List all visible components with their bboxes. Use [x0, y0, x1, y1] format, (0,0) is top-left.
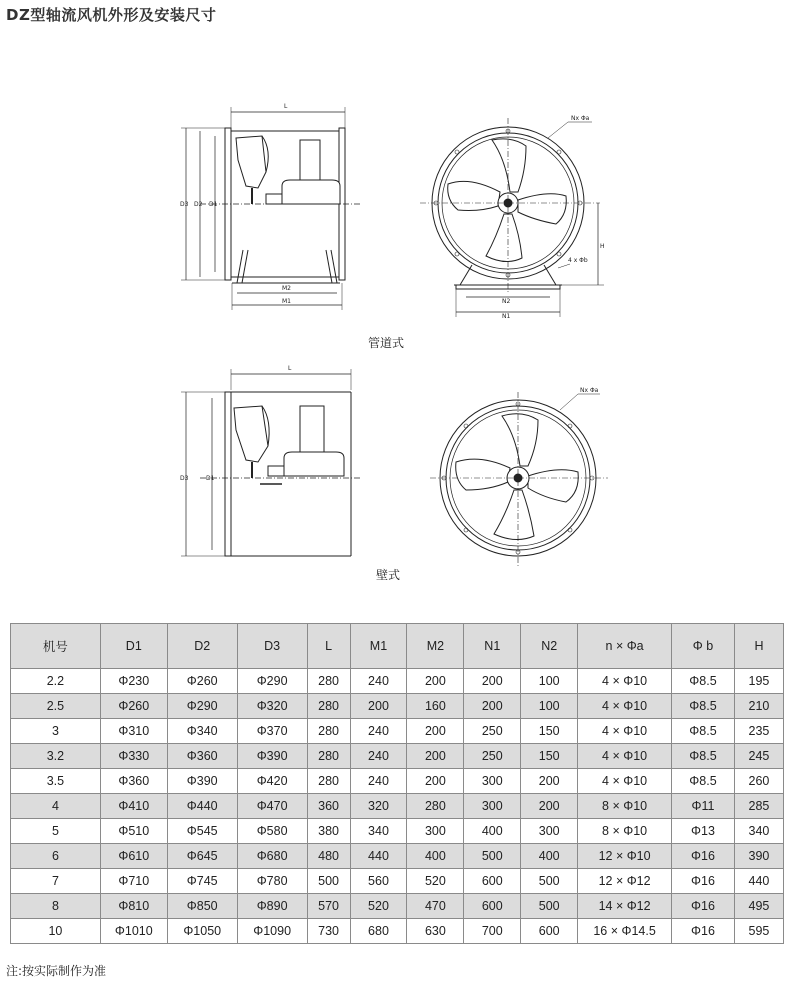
table-cell: 200 [407, 669, 464, 694]
table-cell: Φ16 [672, 919, 735, 944]
table-cell: 630 [407, 919, 464, 944]
table-cell: 250 [464, 719, 521, 744]
table-cell: Φ390 [167, 769, 237, 794]
table-cell: 240 [350, 769, 407, 794]
table-cell: Φ890 [237, 894, 307, 919]
dim-D3: D3 [180, 201, 189, 208]
duct-side-view [180, 103, 360, 310]
table-cell: 500 [464, 844, 521, 869]
caption-duct-type: 管道式 [368, 336, 405, 350]
header-cell: M2 [407, 624, 464, 669]
header-cell: D3 [237, 624, 307, 669]
table-cell: 595 [734, 919, 783, 944]
table-cell: 360 [307, 794, 350, 819]
table-cell: Φ545 [167, 819, 237, 844]
table-cell: 8 × Φ10 [578, 819, 672, 844]
header-cell: N2 [521, 624, 578, 669]
table-cell: 340 [350, 819, 407, 844]
table-cell: Φ16 [672, 844, 735, 869]
table-cell: 300 [407, 819, 464, 844]
wall-dim-L: L [288, 365, 292, 372]
table-cell: 280 [307, 694, 350, 719]
table-cell: 520 [350, 894, 407, 919]
table-cell: 500 [521, 869, 578, 894]
table-cell: 150 [521, 744, 578, 769]
table-cell: 8 × Φ10 [578, 794, 672, 819]
table-cell: 380 [307, 819, 350, 844]
table-cell: 600 [464, 894, 521, 919]
header-cell: 机号 [11, 624, 101, 669]
table-cell: 150 [521, 719, 578, 744]
wall-dim-D3: D3 [180, 475, 189, 482]
table-row [11, 819, 784, 844]
caption-wall-type: 壁式 [376, 568, 401, 582]
table-body [11, 669, 784, 944]
table-cell: 470 [407, 894, 464, 919]
header-cell: Φ b [672, 624, 735, 669]
table-cell: Φ390 [237, 744, 307, 769]
dim-H: H [600, 243, 605, 250]
table-cell: 240 [350, 669, 407, 694]
table-cell: 300 [464, 794, 521, 819]
duct-front-view [420, 115, 605, 320]
table-cell: Φ8.5 [672, 694, 735, 719]
table-cell: Φ290 [167, 694, 237, 719]
table-cell: Φ8.5 [672, 744, 735, 769]
table-cell: 200 [521, 794, 578, 819]
table-cell: Φ320 [237, 694, 307, 719]
table-cell: 280 [307, 669, 350, 694]
header-cell: N1 [464, 624, 521, 669]
table-cell: Φ710 [100, 869, 167, 894]
table-cell: 570 [307, 894, 350, 919]
table-cell: 400 [464, 819, 521, 844]
table-cell: 480 [307, 844, 350, 869]
table-cell: 4 × Φ10 [578, 669, 672, 694]
table-cell: Φ645 [167, 844, 237, 869]
table-cell: 400 [521, 844, 578, 869]
dim-M2: M2 [282, 285, 291, 292]
table-cell: 4 × Φ10 [578, 719, 672, 744]
table-cell: Φ510 [100, 819, 167, 844]
table-cell: Φ310 [100, 719, 167, 744]
table-cell: 495 [734, 894, 783, 919]
header-cell: L [307, 624, 350, 669]
table-row [11, 894, 784, 919]
table-cell: Φ610 [100, 844, 167, 869]
table-cell: 2.2 [11, 669, 101, 694]
table-cell: 200 [521, 769, 578, 794]
label-nxa: Nx Φa [571, 115, 590, 122]
table-row [11, 769, 784, 794]
table-cell: 400 [407, 844, 464, 869]
table-row [11, 844, 784, 869]
table-cell: 6 [11, 844, 101, 869]
table-cell: 200 [407, 719, 464, 744]
table-cell: 200 [464, 694, 521, 719]
table-row [11, 794, 784, 819]
table-cell: 3.5 [11, 769, 101, 794]
table-cell: Φ8.5 [672, 769, 735, 794]
footnote: 注:按实际制作为准 [6, 964, 107, 978]
table-row [11, 694, 784, 719]
table-cell: 240 [350, 744, 407, 769]
table-row [11, 869, 784, 894]
table-cell: Φ580 [237, 819, 307, 844]
page-title: DZ型轴流风机外形及安装尺寸 [6, 6, 217, 24]
dim-D1: D1 [209, 201, 218, 208]
dim-D2: D2 [194, 201, 203, 208]
table-cell: 4 × Φ10 [578, 744, 672, 769]
header-cell: D1 [100, 624, 167, 669]
table-cell: 245 [734, 744, 783, 769]
table-cell: Φ410 [100, 794, 167, 819]
table-cell: 210 [734, 694, 783, 719]
table-cell: 280 [307, 744, 350, 769]
table-cell: Φ16 [672, 894, 735, 919]
table-cell: 390 [734, 844, 783, 869]
table-cell: 160 [407, 694, 464, 719]
table-cell: 2.5 [11, 694, 101, 719]
dim-N1: N1 [502, 313, 511, 320]
table-cell: Φ290 [237, 669, 307, 694]
table-cell: 240 [350, 719, 407, 744]
table-cell: 500 [307, 869, 350, 894]
table-cell: 280 [407, 794, 464, 819]
header-cell: M1 [350, 624, 407, 669]
table-cell: 14 × Φ12 [578, 894, 672, 919]
table-cell: Φ8.5 [672, 719, 735, 744]
table-cell: 4 × Φ10 [578, 769, 672, 794]
table-cell: Φ420 [237, 769, 307, 794]
table-cell: Φ8.5 [672, 669, 735, 694]
table-cell: 560 [350, 869, 407, 894]
table-cell: Φ745 [167, 869, 237, 894]
header-cell: H [734, 624, 783, 669]
wall-side-view [180, 365, 360, 556]
table-cell: 7 [11, 869, 101, 894]
table-cell: 200 [407, 769, 464, 794]
table-cell: Φ360 [167, 744, 237, 769]
table-cell: 260 [734, 769, 783, 794]
spec-table [10, 623, 784, 944]
table-cell: 285 [734, 794, 783, 819]
table-cell: 600 [464, 869, 521, 894]
table-cell: 100 [521, 669, 578, 694]
table-cell: Φ1010 [100, 919, 167, 944]
table-row [11, 719, 784, 744]
dim-M1: M1 [282, 298, 291, 305]
table-cell: 300 [521, 819, 578, 844]
table-cell: Φ440 [167, 794, 237, 819]
table-header-row [11, 624, 784, 669]
table-row [11, 669, 784, 694]
wall-label-nxa: Nx Φa [580, 387, 599, 394]
table-cell: 8 [11, 894, 101, 919]
table-cell: 10 [11, 919, 101, 944]
table-cell: 440 [350, 844, 407, 869]
table-cell: 600 [521, 919, 578, 944]
table-cell: Φ330 [100, 744, 167, 769]
table-row [11, 744, 784, 769]
table-cell: Φ680 [237, 844, 307, 869]
table-cell: 3.2 [11, 744, 101, 769]
dim-L: L [284, 103, 288, 110]
table-cell: Φ1090 [237, 919, 307, 944]
table-cell: 280 [307, 769, 350, 794]
table-cell: Φ850 [167, 894, 237, 919]
table-cell: Φ230 [100, 669, 167, 694]
label-4xb: 4 x Φb [568, 257, 588, 264]
table-cell: 200 [350, 694, 407, 719]
table-cell: 300 [464, 769, 521, 794]
table-cell: 200 [407, 744, 464, 769]
table-cell: 500 [521, 894, 578, 919]
table-cell: 680 [350, 919, 407, 944]
table-cell: Φ16 [672, 869, 735, 894]
header-cell: n × Φa [578, 624, 672, 669]
table-cell: 195 [734, 669, 783, 694]
table-cell: Φ470 [237, 794, 307, 819]
table-cell: 440 [734, 869, 783, 894]
table-cell: 235 [734, 719, 783, 744]
table-cell: 3 [11, 719, 101, 744]
table-cell: Φ13 [672, 819, 735, 844]
dim-N2: N2 [502, 298, 511, 305]
table-cell: 12 × Φ10 [578, 844, 672, 869]
table-cell: Φ11 [672, 794, 735, 819]
table-cell: 340 [734, 819, 783, 844]
table-cell: Φ1050 [167, 919, 237, 944]
table-cell: Φ260 [167, 669, 237, 694]
table-cell: 250 [464, 744, 521, 769]
table-cell: Φ810 [100, 894, 167, 919]
table-cell: 16 × Φ14.5 [578, 919, 672, 944]
table-cell: Φ780 [237, 869, 307, 894]
table-cell: 4 [11, 794, 101, 819]
wall-dim-D1: D1 [206, 475, 215, 482]
table-cell: 730 [307, 919, 350, 944]
table-cell: 100 [521, 694, 578, 719]
table-cell: Φ260 [100, 694, 167, 719]
table-cell: Φ340 [167, 719, 237, 744]
table-cell: 520 [407, 869, 464, 894]
wall-front-view [430, 387, 608, 566]
table-cell: 280 [307, 719, 350, 744]
table-cell: 5 [11, 819, 101, 844]
table-cell: 12 × Φ12 [578, 869, 672, 894]
header-cell: D2 [167, 624, 237, 669]
table-cell: 320 [350, 794, 407, 819]
table-cell: 700 [464, 919, 521, 944]
table-cell: Φ360 [100, 769, 167, 794]
table-cell: Φ370 [237, 719, 307, 744]
table-row [11, 919, 784, 944]
table-cell: 4 × Φ10 [578, 694, 672, 719]
table-cell: 200 [464, 669, 521, 694]
